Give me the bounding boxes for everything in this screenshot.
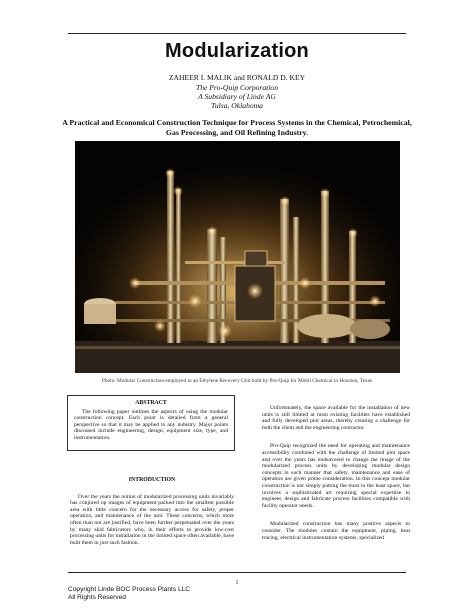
- affiliation-parent: A Subsidiary of Linde AG: [198, 92, 276, 101]
- copyright-footer: [68, 586, 190, 602]
- page-number: 1: [235, 580, 239, 586]
- abstract-text: The following paper outlines the aspects of using the modular construction concept. Each point is detailed from a general perspective so that it may be applied to any industry. Major points discussed include engineering, design, equipment size, type, and instrumentation.: [74, 408, 228, 441]
- right-column: [262, 405, 410, 547]
- right-paragraph-2: Pro-Quip recognized the need for operating and maintenance accessibility combined with the challenge of limited plot space and over the years has endeavored to change the image of the modularized process units by developing modular design concepts in such manner that safety, maintenance and ease of operation are given prime consideration. In this concept modular construction is not simply putting the most in the least space, but involves a sophisticated art requiring special expertise to engineer, design and fabricate process facilities compatible with facility operator needs.: [262, 443, 410, 509]
- plant-photo: [75, 141, 400, 373]
- copyright-line: Copyright Linde BOC Process Plants LLC: [68, 586, 191, 593]
- abstract-box: [67, 395, 235, 451]
- affiliation-location: Tulsa, Oklahoma: [211, 101, 263, 110]
- top-rule: [68, 33, 406, 34]
- introduction-paragraph: Over the years the notion of modularized processing units invariably has conjured up images of equipment packed into the smallest possible area with little concern for the necessary access for safety, proper operation, and maintenance of the unit. These concerns, which more often than not are justified, have been further perpetuated over the years by many skid fabricators who, in their efforts to provide low-cost processing units for installation in the limited space often available, have built them in just such fashion.: [70, 493, 234, 546]
- affiliation-company: The Pro-Quip Corporation: [196, 83, 278, 92]
- bottom-rule: [68, 572, 406, 573]
- right-paragraph-1: Unfortunately, the space available for the installation of new units is still limited at most existing facilities have established and fully developed plot areas, thereby creating a challenge for both the client and the engineering contractor.: [262, 405, 410, 431]
- right-paragraph-3: Modularized construction has many positive aspects to consider. The modules contain the equipment, piping, heat tracing, electrical instrumentation systems, specialized: [262, 521, 410, 541]
- abstract-heading: ABSTRACT: [135, 400, 167, 406]
- rights-line: All Rights Reserved: [68, 594, 126, 601]
- paper-subtitle: A Practical and Economical Construction Technique for Process Systems in the Chemical, Petrochemical, Gas Processing, and Oil Refining Industry.: [62, 118, 412, 137]
- authors: ZAHEER I. MALIK and RONALD D. KEY: [168, 73, 306, 82]
- paper-title: Modularization: [165, 40, 309, 62]
- introduction-heading: INTRODUCTION: [128, 477, 176, 483]
- photo-caption: Photo: Modular Construction employed in an Ethylene Recovery Unit built by Pro-Quip for Mobil Chemical in Houston, Texas: [101, 378, 373, 384]
- left-column: [70, 477, 234, 552]
